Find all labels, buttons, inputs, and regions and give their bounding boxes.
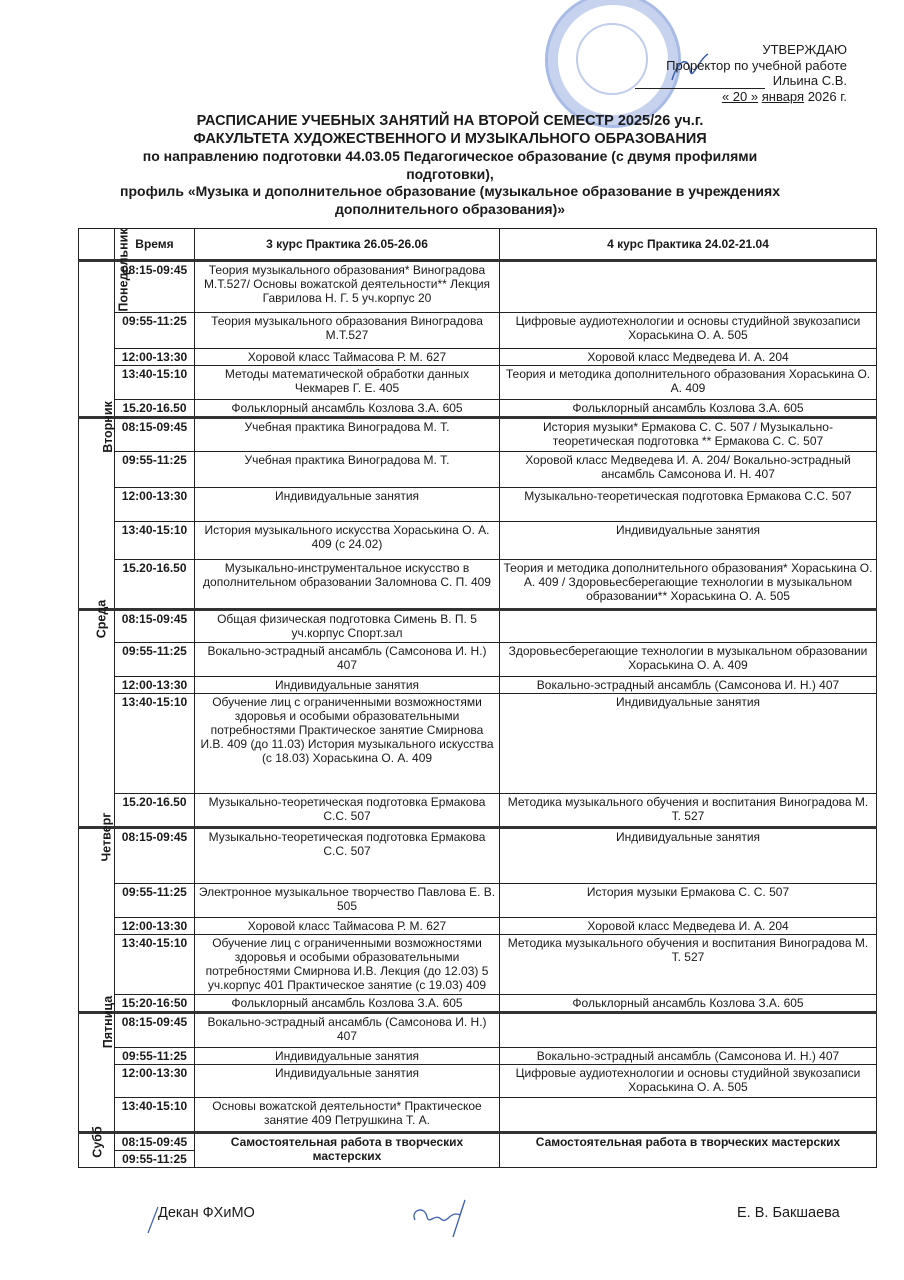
header-time: Время xyxy=(115,229,195,261)
table-row xyxy=(79,884,877,918)
day-name: Четверг xyxy=(99,812,114,862)
course-3-cell: Индивидуальные занятия xyxy=(195,1065,500,1098)
time-slot: 15.20-16.50 xyxy=(115,400,195,418)
time-slot: 08:15-09:45 xyxy=(115,610,195,643)
table-row xyxy=(79,452,877,488)
course-4-cell: История музыки Ермакова С. С. 507 xyxy=(500,884,877,918)
course-4-cell: Музыкально-теоретическая подготовка Ермакова С.С. 507 xyxy=(500,488,877,522)
header-course-3: 3 курс Практика 26.05-26.06 xyxy=(195,229,500,261)
course-3-cell: Теория музыкального образования* Виноградова М.Т.527/ Основы вожатской деятельности** Лекция Гаврилова Н. Г. 5 уч.корпус 20 xyxy=(195,261,500,313)
course-4-cell: Цифровые аудиотехнологии и основы студийной звукозаписи Хораськина О. А. 505 xyxy=(500,313,877,349)
title-line-5: дополнительного образования)» xyxy=(334,200,566,217)
course-3-cell: Индивидуальные занятия xyxy=(195,488,500,522)
course-3-cell: Индивидуальные занятия xyxy=(195,677,500,694)
table-row xyxy=(79,677,877,694)
course-3-cell: Учебная практика Виноградова М. Т. xyxy=(195,452,500,488)
time-slot: 08:15-09:45 xyxy=(115,1013,195,1048)
table-row xyxy=(79,694,877,794)
table-row xyxy=(79,261,877,313)
course-4-cell: Методика музыкального обучения и воспитания Виноградова М. Т. 527 xyxy=(500,794,877,828)
course-4-cell xyxy=(500,261,877,313)
course-3-cell: Учебная практика Виноградова М. Т. xyxy=(195,418,500,452)
course-4-cell: Индивидуальные занятия xyxy=(500,522,877,560)
day-name: Вторник xyxy=(100,401,115,453)
course-3-cell: Электронное музыкальное творчество Павлова Е. В. 505 xyxy=(195,884,500,918)
time-slot: 12:00-13:30 xyxy=(115,1065,195,1098)
time-slot: 09:55-11:25 xyxy=(115,1048,195,1065)
course-4-cell: Вокально-эстрадный ансамбль (Самсонова И. Н.) 407 xyxy=(500,677,877,694)
day-name: Пятница xyxy=(101,995,116,1049)
table-row xyxy=(79,560,877,610)
course-3-cell: Музыкально-теоретическая подготовка Ермакова С.С. 507 xyxy=(195,794,500,828)
course-3-cell: Обучение лиц с ограниченными возможностями здоровья и особыми образовательными потребностями Практическое занятие Смирнова И.В. 409 (до 11.03) История музыкального искусства (с 18.03) Хораськина О. А. 409 xyxy=(195,694,500,794)
course-3-cell: Теория музыкального образования Виноградова М.Т.527 xyxy=(195,313,500,349)
course-4-cell: Фольклорный ансамбль Козлова З.А. 605 xyxy=(500,400,877,418)
day-label xyxy=(79,599,115,828)
course-4-cell xyxy=(500,610,877,643)
approval-date-year: 2026 г. xyxy=(807,88,847,104)
course-4-cell: Здоровьесберегающие технологии в музыкальном образовании Хораськина О. А. 409 xyxy=(500,643,877,677)
approval-heading: УТВЕРЖДАЮ xyxy=(762,42,847,57)
table-row xyxy=(79,418,877,452)
time-slot: 08:15-09:45 xyxy=(115,828,195,884)
table-row xyxy=(79,1133,877,1151)
approval-position: Проректор по учебной работе xyxy=(666,57,847,73)
table-row xyxy=(79,349,877,366)
time-slot: 09:55-11:25 xyxy=(115,452,195,488)
course-3-cell: Фольклорный ансамбль Козлова З.А. 605 xyxy=(195,400,500,418)
course-4-cell: История музыки* Ермакова С. С. 507 / Музыкально-теоретическая подготовка ** Ермакова С. С. 507 xyxy=(500,418,877,452)
table-row xyxy=(79,488,877,522)
approval-date-day: « 20 » xyxy=(721,88,759,104)
course-4-cell: Вокально-эстрадный ансамбль (Самсонова И. Н.) 407 xyxy=(500,1048,877,1065)
time-slot: 13:40-15:10 xyxy=(115,694,195,794)
time-slot: 15:20-16:50 xyxy=(115,995,195,1013)
approval-block xyxy=(635,42,847,104)
course-3-cell: Хоровой класс Таймасова Р. М. 627 xyxy=(195,349,500,366)
signature-line xyxy=(635,76,765,89)
course-4-cell: Хоровой класс Медведева И. А. 204 xyxy=(500,918,877,935)
table-row xyxy=(79,610,877,643)
dean-name: Е. В. Бакшаева xyxy=(737,1205,840,1221)
course-4-cell: Хоровой класс Медведева И. А. 204 xyxy=(500,349,877,366)
course-4-cell: Фольклорный ансамбль Козлова З.А. 605 xyxy=(500,995,877,1013)
table-row xyxy=(79,400,877,418)
time-slot: 09:55-11:25 xyxy=(115,643,195,677)
time-slot: 15.20-16.50 xyxy=(115,794,195,828)
time-slot: 08:15-09:45 xyxy=(115,261,195,313)
table-header-row xyxy=(79,229,877,261)
course-4-cell xyxy=(500,1098,877,1133)
course-3-cell: Методы математической обработки данных Чекмарев Г. Е. 405 xyxy=(195,366,500,400)
day-label xyxy=(79,401,115,610)
course-3-cell: Хоровой класс Таймасова Р. М. 627 xyxy=(195,918,500,935)
course-4-cell xyxy=(500,1013,877,1048)
time-slot: 15.20-16.50 xyxy=(115,560,195,610)
table-row xyxy=(79,935,877,995)
time-slot: 12:00-13:30 xyxy=(115,349,195,366)
table-row xyxy=(79,918,877,935)
document-title xyxy=(100,113,800,218)
dean-title: Декан ФХиМО xyxy=(158,1205,255,1221)
time-slot: 08:15-09:45 xyxy=(115,1133,195,1151)
approval-name: Ильина С.В. xyxy=(772,73,847,88)
time-slot: 13:40-15:10 xyxy=(115,1098,195,1133)
table-row xyxy=(79,995,877,1013)
course-3-cell: Фольклорный ансамбль Козлова З.А. 605 xyxy=(195,995,500,1013)
table-row xyxy=(79,828,877,884)
time-slot: 09:55-11:25 xyxy=(115,1151,195,1168)
day-label xyxy=(79,1126,115,1168)
table-row xyxy=(79,1013,877,1048)
course-4-cell: Индивидуальные занятия xyxy=(500,694,877,794)
title-line-2: ФАКУЛЬТЕТА ХУДОЖЕСТВЕННОГО И МУЗЫКАЛЬНОГО ОБРАЗОВАНИЯ xyxy=(193,130,707,147)
schedule-table xyxy=(78,228,877,1168)
table-row xyxy=(79,1098,877,1133)
time-slot: 09:55-11:25 xyxy=(115,313,195,349)
day-name: Понедельник xyxy=(116,228,131,312)
course-4-cell: Теория и методика дополнительного образования* Хораськина О. А. 409 / Здоровьесберегающие технологии в музыкальном образовании** Хораськина О. А. 505 xyxy=(500,560,877,610)
table-row xyxy=(79,366,877,400)
time-slot: 13:40-15:10 xyxy=(115,935,195,995)
day-label xyxy=(79,228,131,418)
course-3-cell: Индивидуальные занятия xyxy=(195,1048,500,1065)
course-4-cell: Хоровой класс Медведева И. А. 204/ Вокально-эстрадный ансамбль Самсонова И. Н. 407 xyxy=(500,452,877,488)
course-3-cell: Вокально-эстрадный ансамбль (Самсонова И. Н.) 407 xyxy=(195,643,500,677)
time-slot: 12:00-13:30 xyxy=(115,677,195,694)
course-4-cell: Методика музыкального обучения и воспитания Виноградова М. Т. 527 xyxy=(500,935,877,995)
day-label xyxy=(79,995,116,1133)
course-4-cell: Самостоятельная работа в творческих мастерских xyxy=(500,1133,877,1168)
time-slot: 13:40-15:10 xyxy=(115,522,195,560)
title-line-1: РАСПИСАНИЕ УЧЕБНЫХ ЗАНЯТИЙ НА ВТОРОЙ СЕМЕСТР 2025/26 уч.г. xyxy=(196,113,704,129)
header-day xyxy=(79,229,115,261)
time-slot: 09:55-11:25 xyxy=(115,884,195,918)
time-slot: 13:40-15:10 xyxy=(115,366,195,400)
course-3-cell: Музыкально-инструментальное искусство в дополнительном образовании Заломнова С. П. 409 xyxy=(195,560,500,610)
time-slot: 08:15-09:45 xyxy=(115,418,195,452)
table-row xyxy=(79,522,877,560)
course-3-cell: Вокально-эстрадный ансамбль (Самсонова И. Н.) 407 xyxy=(195,1013,500,1048)
table-row xyxy=(79,643,877,677)
course-4-cell: Индивидуальные занятия xyxy=(500,828,877,884)
day-name: Субб xyxy=(90,1126,105,1158)
header-course-4: 4 курс Практика 24.02-21.04 xyxy=(500,229,877,261)
title-line-4: профиль «Музыка и дополнительное образование (музыкальное образование в учреждениях xyxy=(120,183,780,199)
table-row xyxy=(79,313,877,349)
table-row xyxy=(79,1065,877,1098)
approval-date-month: января xyxy=(761,88,805,104)
table-row xyxy=(79,794,877,828)
time-slot: 12:00-13:30 xyxy=(115,918,195,935)
day-label xyxy=(79,812,115,1013)
course-4-cell: Цифровые аудиотехнологии и основы студийной звукозаписи Хораськина О. А. 505 xyxy=(500,1065,877,1098)
table-row xyxy=(79,1048,877,1065)
course-4-cell: Теория и методика дополнительного образования Хораськина О. А. 409 xyxy=(500,366,877,400)
course-3-cell: Музыкально-теоретическая подготовка Ермакова С.С. 507 xyxy=(195,828,500,884)
time-slot: 12:00-13:30 xyxy=(115,488,195,522)
course-3-cell: Основы вожатской деятельности* Практическое занятие 409 Петрушкина Т. А. xyxy=(195,1098,500,1133)
day-name: Среда xyxy=(94,599,109,639)
course-3-cell: Обучение лиц с ограниченными возможностями здоровья и особыми образовательными потребностями Смирнова И.В. Лекция (до 12.03) 5 уч.корпус 401 Практическое занятие (с 19.03) 409 xyxy=(195,935,500,995)
course-3-cell: Самостоятельная работа в творческих мастерских xyxy=(195,1133,500,1168)
dean-signature-icon xyxy=(405,1195,495,1240)
course-3-cell: Общая физическая подготовка Симень В. П. 5 уч.корпус Спорт.зал xyxy=(195,610,500,643)
course-3-cell: История музыкального искусства Хораськина О. А. 409 (с 24.02) xyxy=(195,522,500,560)
title-line-3: по направлению подготовки 44.03.05 Педагогическое образование (с двумя профилями подготовки), xyxy=(142,148,758,182)
